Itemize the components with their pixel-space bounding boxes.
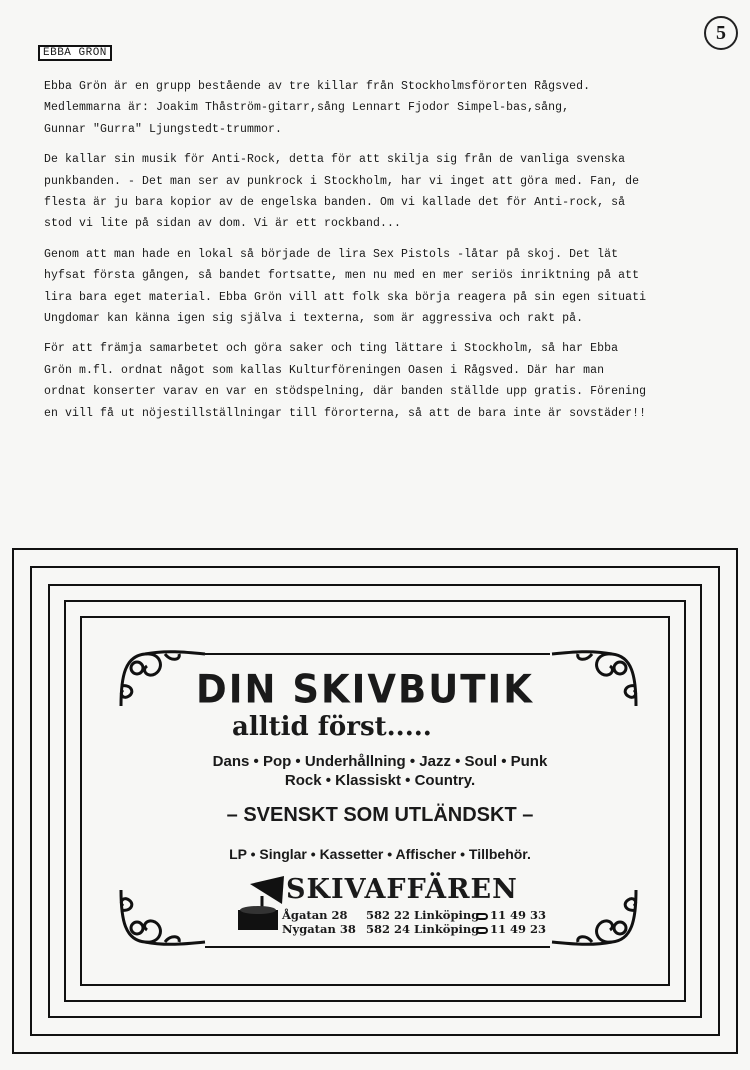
corner-ornament-icon <box>115 888 207 950</box>
corner-ornament-icon <box>550 888 642 950</box>
text-line: Genom att man hade en lokal så började de lira Sex Pistols -låtar på skoj. Det lät <box>44 247 619 261</box>
ad-slogan: – SVENSKT SOM UTLÄNDSKT – <box>226 804 534 826</box>
text-line: För att främja samarbetet och göra saker och ting lättare i Stockholm, så har Ebba <box>44 342 619 356</box>
ad-top-rule <box>205 653 550 655</box>
store-street: Ågatan 28 <box>282 908 348 922</box>
ad-genres <box>150 752 610 790</box>
text-line: Medlemmarna är: Joakim Thåström-gitarr,sång Lennart Fjodor Simpel-bas,sång, <box>44 101 570 115</box>
store-phone: 11 49 33 <box>490 908 547 922</box>
article-body <box>44 76 714 433</box>
text-line: ordnat konserter varav en var en stödspelning, där banden ställde upp gratis. Förening <box>44 385 647 399</box>
store-postal: 582 24 Linköping <box>366 922 480 936</box>
article-paragraph <box>44 338 714 424</box>
text-line: flesta är ju bara kopior av de engelska banden. Om vi kallade det för Anti-rock, så <box>44 196 626 210</box>
text-line: Ungdomar kan känna igen sig själva i texterna, som är aggressiva och rakt på. <box>44 312 584 326</box>
article-paragraph <box>44 76 714 140</box>
text-line: lira bara eget material. Ebba Grön vill att folk ska börja reagera på sin egen situati <box>44 290 647 304</box>
article-heading: EBBA GRÖN <box>38 45 112 61</box>
text-line: Grön m.fl. ordnat något som kallas Kulturföreningen Oasen i Rågsved. Där har man <box>44 363 605 377</box>
article-paragraph <box>44 244 714 330</box>
ad-subtitle: alltid först..... <box>232 712 432 742</box>
store-address-row <box>282 922 546 936</box>
ad-bottom-rule <box>205 946 550 948</box>
text-line: punkbanden. - Det man ser av punkrock i Stockholm, har vi inget att göra med. Fan, de <box>44 174 640 188</box>
ad-genres-line: Dans • Pop • Underhållning • Jazz • Soul • Punk <box>212 753 548 770</box>
article-paragraph <box>44 149 714 235</box>
text-line: hyfsat första gången, så bandet fortsatte, men nu med en mer seriös inriktning på att <box>44 269 640 283</box>
text-line: Ebba Grön är en grupp bestående av tre killar från Stockholmsförorten Rågsved. <box>44 80 591 93</box>
store-name: SKIVAFFÄREN <box>286 874 518 905</box>
text-line: en vill få ut nöjestillställningar till förorterna, så att de bara inte är sovstäder!! <box>44 406 647 420</box>
ad-products: LP • Singlar • Kassetter • Affischer • Tillbehör. <box>229 846 531 862</box>
phone-icon <box>476 913 488 920</box>
store-phone: 11 49 23 <box>490 922 547 936</box>
text-line: De kallar sin musik för Anti-Rock, detta för att skilja sig från de vanliga svenska <box>44 153 626 167</box>
ad-genres-line: Rock • Klassiskt • Country. <box>284 772 476 789</box>
text-line: stod vi lite på sidan av dom. Vi är ett rockband... <box>44 217 402 231</box>
ad-title: DIN SKIVBUTIK <box>196 666 534 713</box>
phone-icon <box>476 927 488 934</box>
store-address-row <box>282 908 546 922</box>
page-number: 5 <box>704 16 738 50</box>
store-street: Nygatan 38 <box>282 922 356 936</box>
store-postal: 582 22 Linköping <box>366 908 480 922</box>
text-line: Gunnar "Gurra" Ljungstedt-trummor. <box>44 122 283 136</box>
